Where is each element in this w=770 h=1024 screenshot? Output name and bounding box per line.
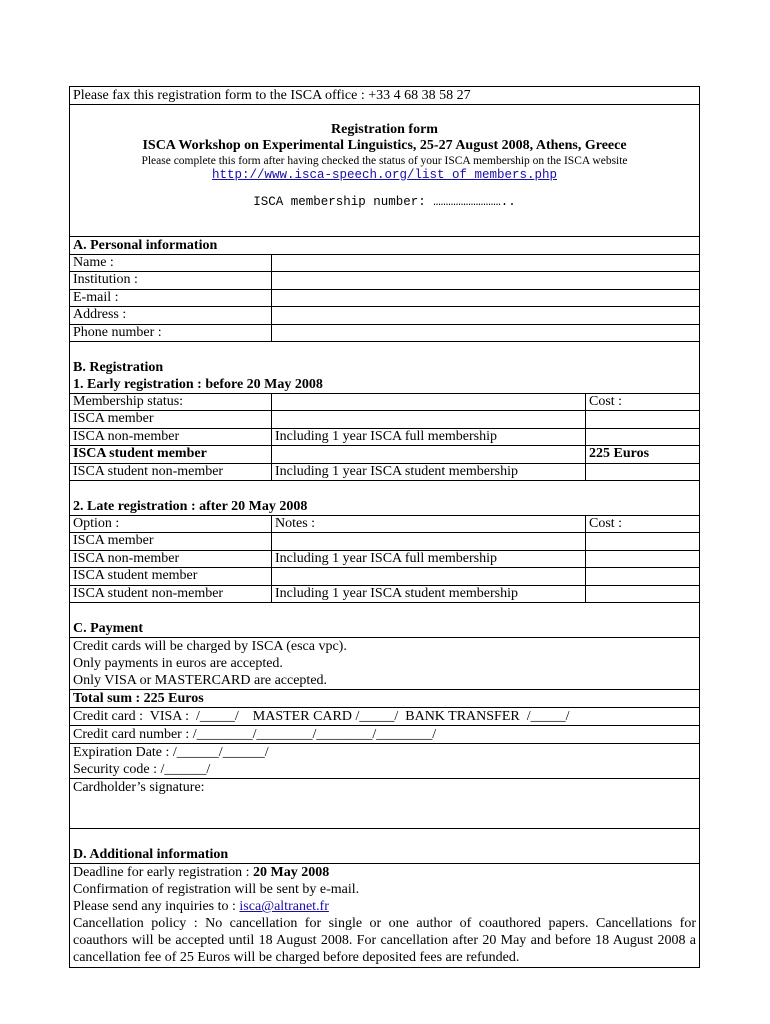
personal-table xyxy=(69,254,700,342)
name-label: Name : xyxy=(70,255,272,272)
early-cost[interactable]: 225 Euros xyxy=(586,446,700,463)
personal-section xyxy=(69,237,700,342)
payment-section-title: C. Payment xyxy=(73,621,143,637)
personal-section-title: A. Personal information xyxy=(73,238,218,253)
name-input[interactable] xyxy=(272,255,700,272)
late-registration-title: 2. Late registration : after 20 May 2008 xyxy=(73,499,308,515)
institution-label: Institution : xyxy=(70,272,272,289)
inquiries-email-link[interactable]: isca@altranet.fr xyxy=(239,899,329,915)
late-note: Including 1 year ISCA full membership xyxy=(272,550,586,567)
early-status: ISCA student member xyxy=(70,446,272,463)
late-status: ISCA non-member xyxy=(70,550,272,567)
institution-row xyxy=(70,272,700,289)
late-notes-header: Notes : xyxy=(272,516,586,533)
late-status: ISCA member xyxy=(70,533,272,550)
inquiries-line xyxy=(70,898,699,915)
security-code-field[interactable]: Security code : /______/ xyxy=(73,762,211,778)
late-status: ISCA student member xyxy=(70,568,272,585)
form-title: Registration form xyxy=(331,122,438,137)
registration-section-title: B. Registration xyxy=(73,360,164,376)
late-row-student-non-member xyxy=(70,585,700,602)
phone-input[interactable] xyxy=(272,324,700,341)
deadline-value: 20 May 2008 xyxy=(252,865,330,881)
additional-section-title: D. Additional information xyxy=(73,847,229,863)
late-cost[interactable] xyxy=(586,585,700,602)
payment-section xyxy=(69,603,700,637)
card-number-field[interactable]: Credit card number : /________/________/________/________/ xyxy=(69,726,700,744)
total-sum: Total sum : 225 Euros xyxy=(69,690,700,708)
payment-note-euros: Only payments in euros are accepted. xyxy=(73,656,283,672)
payment-notes xyxy=(69,637,700,690)
registration-form xyxy=(69,86,700,968)
phone-label: Phone number : xyxy=(70,324,272,341)
early-status: ISCA student non-member xyxy=(70,463,272,480)
late-cost[interactable] xyxy=(586,568,700,585)
cancellation-policy: Cancellation policy : No cancellation for single or one author of coauthored papers. Cancellations for coauthors will be accepted until 18 August 2008. For cancellation after 20 May and before 18 August 2008 a cancellation fee of 25 Euros will be charged before deposited fees are refunded. xyxy=(73,916,696,966)
early-note: Including 1 year ISCA full membership xyxy=(272,428,586,445)
early-note: Including 1 year ISCA student membership xyxy=(272,463,586,480)
late-cost[interactable] xyxy=(586,533,700,550)
late-row-non-member xyxy=(70,550,700,567)
payment-note-cards: Only VISA or MASTERCARD are accepted. xyxy=(73,673,328,689)
late-note xyxy=(272,533,586,550)
additional-section xyxy=(69,829,700,863)
early-row-non-member xyxy=(70,428,700,445)
address-label: Address : xyxy=(70,307,272,324)
late-cost[interactable] xyxy=(586,550,700,567)
expiration-field[interactable]: Expiration Date : /______/______/ xyxy=(73,745,269,761)
early-status-header: Membership status: xyxy=(70,394,272,411)
early-cost[interactable] xyxy=(586,463,700,480)
members-list-link[interactable]: http://www.isca-speech.org/list_of_members.php xyxy=(211,168,558,182)
late-status: ISCA student non-member xyxy=(70,585,272,602)
early-cost[interactable] xyxy=(586,428,700,445)
membership-instruction: Please complete this form after having checked the status of your ISCA membership on the ISCA website xyxy=(141,155,628,167)
early-note-header xyxy=(272,394,586,411)
early-row-student-non-member xyxy=(70,463,700,480)
deadline-label: Deadline for early registration : xyxy=(73,865,250,881)
name-row xyxy=(70,255,700,272)
early-row-student-member xyxy=(70,446,700,463)
early-row-isca-member xyxy=(70,411,700,428)
late-header-row xyxy=(70,516,700,533)
email-label: E-mail : xyxy=(70,289,272,306)
workshop-title: ISCA Workshop on Experimental Linguistics, 25-27 August 2008, Athens, Greece xyxy=(142,138,627,153)
email-input[interactable] xyxy=(272,289,700,306)
late-row-student-member xyxy=(70,568,700,585)
phone-row xyxy=(70,324,700,341)
late-option-header: Option : xyxy=(70,516,272,533)
late-registration-table xyxy=(69,515,700,603)
membership-number-field[interactable]: ISCA membership number: ……………………….. xyxy=(253,195,516,209)
payment-note-charged: Credit cards will be charged by ISCA (esca vpc). xyxy=(73,639,347,655)
email-row xyxy=(70,289,700,306)
institution-input[interactable] xyxy=(272,272,700,289)
early-cost[interactable] xyxy=(586,411,700,428)
card-type-field[interactable]: Credit card : VISA : /_____/ MASTER CARD /_____/ BANK TRANSFER /_____/ xyxy=(69,708,700,726)
address-input[interactable] xyxy=(272,307,700,324)
confirmation-line: Confirmation of registration will be sent by e-mail. xyxy=(73,882,360,898)
card-details xyxy=(69,744,700,779)
registration-section xyxy=(69,342,700,603)
early-status: ISCA member xyxy=(70,411,272,428)
fax-line: Please fax this registration form to the ISCA office : +33 4 68 38 58 27 xyxy=(69,86,700,105)
form-header xyxy=(69,105,700,237)
signature-field[interactable]: Cardholder’s signature: xyxy=(69,779,700,829)
late-note: Including 1 year ISCA student membership xyxy=(272,585,586,602)
inquiries-label: Please send any inquiries to : xyxy=(73,899,236,915)
late-row-isca-member xyxy=(70,533,700,550)
early-header-row xyxy=(70,394,700,411)
early-note xyxy=(272,446,586,463)
early-registration-table xyxy=(69,393,700,481)
late-note xyxy=(272,568,586,585)
late-cost-header: Cost : xyxy=(586,516,700,533)
additional-info xyxy=(69,863,700,968)
early-registration-title: 1. Early registration : before 20 May 2008 xyxy=(73,377,323,393)
early-status: ISCA non-member xyxy=(70,428,272,445)
deadline-line xyxy=(70,864,699,881)
address-row xyxy=(70,307,700,324)
early-note xyxy=(272,411,586,428)
early-cost-header: Cost : xyxy=(586,394,700,411)
